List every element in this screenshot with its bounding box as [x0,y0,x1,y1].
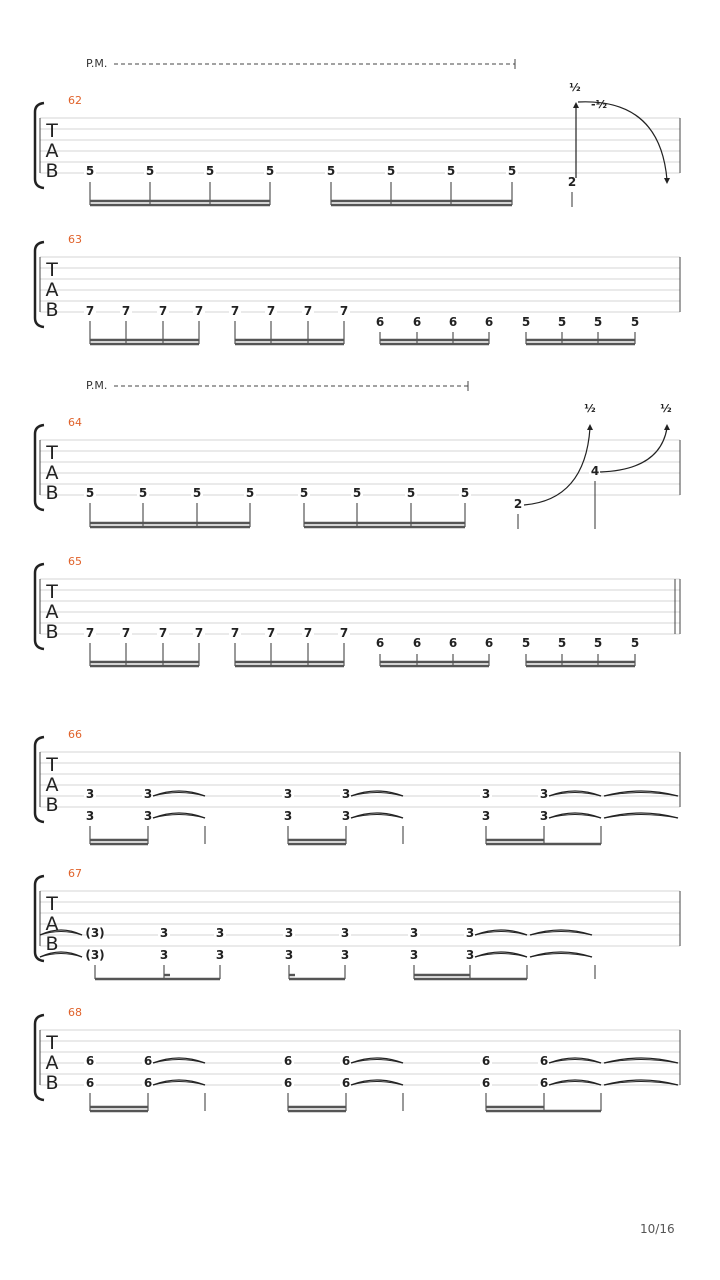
tie-arc [475,930,527,935]
fret-number: (3) [85,926,105,940]
fret-number: 5 [507,164,517,178]
fret-number: 6 [412,315,422,329]
tie-arc [604,1058,678,1063]
tie-arc [153,791,205,796]
tab-clef-a: A [45,462,59,484]
tab-clef-t: T [46,754,58,776]
tie-arc [153,1058,205,1063]
fret-number: 7 [194,626,204,640]
fret-number: 5 [460,486,470,500]
fret-number: 5 [326,164,336,178]
tab-clef-b: B [45,933,59,955]
fret-number: 5 [245,486,255,500]
tie-arc [549,1080,601,1085]
fret-number: 3 [340,948,350,962]
tab-clef-a: A [45,913,59,935]
fret-number: 5 [521,636,531,650]
fret-number: 5 [265,164,275,178]
fret-number: 3 [215,948,225,962]
fret-number: 6 [341,1054,351,1068]
fret-number: 3 [159,948,169,962]
tie-arc [475,952,527,957]
fret-number: 2 [513,497,523,511]
tab-clef-t: T [46,120,58,142]
tie-arc [153,1080,205,1085]
tab-clef-a: A [45,1052,59,1074]
bend-arrow [664,424,670,430]
tab-clef-a: A [45,601,59,623]
release-arrow [664,178,670,184]
bend-amount: ½ [660,402,672,415]
fret-number: 7 [339,304,349,318]
fret-number: 7 [121,304,131,318]
bend-curve [600,428,667,472]
fret-number: 5 [557,315,567,329]
measure-number: 64 [68,416,82,429]
fret-number: 6 [85,1076,95,1090]
tab-clef-b: B [45,1072,59,1094]
fret-number: 6 [375,315,385,329]
measure-number: 67 [68,867,82,880]
measure-number: 66 [68,728,82,741]
fret-number: (3) [85,948,105,962]
fret-number: 6 [539,1054,549,1068]
bend-amount: ½ [569,81,581,94]
fret-number: 6 [143,1054,153,1068]
fret-number: 3 [283,787,293,801]
tie-arc [351,791,403,796]
tie-arc [153,813,205,818]
fret-number: 5 [593,315,603,329]
fret-number: 6 [481,1054,491,1068]
fret-number: 3 [215,926,225,940]
tie-arc [351,1058,403,1063]
fret-number: 7 [266,304,276,318]
fret-number: 5 [557,636,567,650]
fret-number: 6 [341,1076,351,1090]
fret-number: 6 [539,1076,549,1090]
fret-number: 3 [409,926,419,940]
fret-number: 5 [630,315,640,329]
fret-number: 3 [539,809,549,823]
fret-number: 6 [448,315,458,329]
tab-clef-a: A [45,774,59,796]
fret-number: 5 [630,636,640,650]
tab-clef-t: T [46,893,58,915]
fret-number: 3 [284,926,294,940]
fret-number: 6 [283,1076,293,1090]
fret-number: 3 [465,948,475,962]
palm-mute-label: P.M. [86,379,108,392]
fret-number: 6 [143,1076,153,1090]
fret-number: 3 [143,787,153,801]
fret-number: 7 [85,626,95,640]
fret-number: 7 [303,626,313,640]
bend-arrow [587,424,593,430]
measure-number: 65 [68,555,82,568]
page-number: 10/16 [640,1222,675,1236]
fret-number: 3 [409,948,419,962]
tab-clef-t: T [46,442,58,464]
measure-number: 62 [68,94,82,107]
fret-number: 3 [159,926,169,940]
fret-number: 3 [481,809,491,823]
fret-number: 6 [85,1054,95,1068]
tab-clef-b: B [45,621,59,643]
fret-number: 3 [481,787,491,801]
fret-number: 5 [386,164,396,178]
tie-arc [604,1080,678,1085]
fret-number: 7 [194,304,204,318]
fret-number: 7 [158,304,168,318]
tie-arc [351,813,403,818]
fret-number: 5 [138,486,148,500]
fret-number: 3 [341,787,351,801]
fret-number: 6 [481,1076,491,1090]
fret-number: 7 [303,304,313,318]
fret-number: 5 [85,164,95,178]
fret-number: 4 [590,464,600,478]
tie-arc [549,1058,601,1063]
bend-curve [524,428,590,505]
fret-number: 3 [143,809,153,823]
fret-number: 5 [593,636,603,650]
measure-number: 68 [68,1006,82,1019]
fret-number: 6 [484,636,494,650]
tie-arc [549,791,601,796]
tab-clef-t: T [46,259,58,281]
fret-number: 7 [339,626,349,640]
fret-number: 6 [448,636,458,650]
bend-arrow [573,102,579,108]
fret-number: 7 [230,304,240,318]
tab-clef-t: T [46,1032,58,1054]
fret-number: 3 [85,787,95,801]
fret-number: 3 [539,787,549,801]
tab-clef-b: B [45,482,59,504]
fret-number: 7 [266,626,276,640]
fret-number: 6 [484,315,494,329]
tab-clef-b: B [45,794,59,816]
fret-number: 5 [205,164,215,178]
tie-arc [530,930,592,935]
fret-number: 3 [85,809,95,823]
fret-number: 3 [283,809,293,823]
release-amount: -½ [591,98,607,111]
palm-mute-label: P.M. [86,57,108,70]
tab-clef-t: T [46,581,58,603]
fret-number: 3 [284,948,294,962]
fret-number: 7 [85,304,95,318]
fret-number: 5 [145,164,155,178]
tie-arc [549,813,601,818]
fret-number: 7 [158,626,168,640]
tab-clef-a: A [45,140,59,162]
fret-number: 3 [465,926,475,940]
fret-number: 6 [375,636,385,650]
tie-arc [604,791,678,796]
fret-number: 5 [521,315,531,329]
measure-number: 63 [68,233,82,246]
tab-clef-b: B [45,299,59,321]
bend-amount: ½ [584,402,596,415]
tie-arc [351,1080,403,1085]
fret-number: 5 [299,486,309,500]
fret-number: 6 [283,1054,293,1068]
fret-number: 5 [192,486,202,500]
fret-number: 5 [85,486,95,500]
fret-number: 7 [121,626,131,640]
tab-clef-a: A [45,279,59,301]
tab-clef-b: B [45,160,59,182]
fret-number: 5 [352,486,362,500]
fret-number: 5 [406,486,416,500]
fret-number: 2 [567,175,577,189]
tie-arc [604,813,678,818]
fret-number: 3 [341,809,351,823]
fret-number: 3 [340,926,350,940]
tie-arc [530,952,592,957]
fret-number: 6 [412,636,422,650]
release-curve [578,102,667,180]
fret-number: 7 [230,626,240,640]
fret-number: 5 [446,164,456,178]
